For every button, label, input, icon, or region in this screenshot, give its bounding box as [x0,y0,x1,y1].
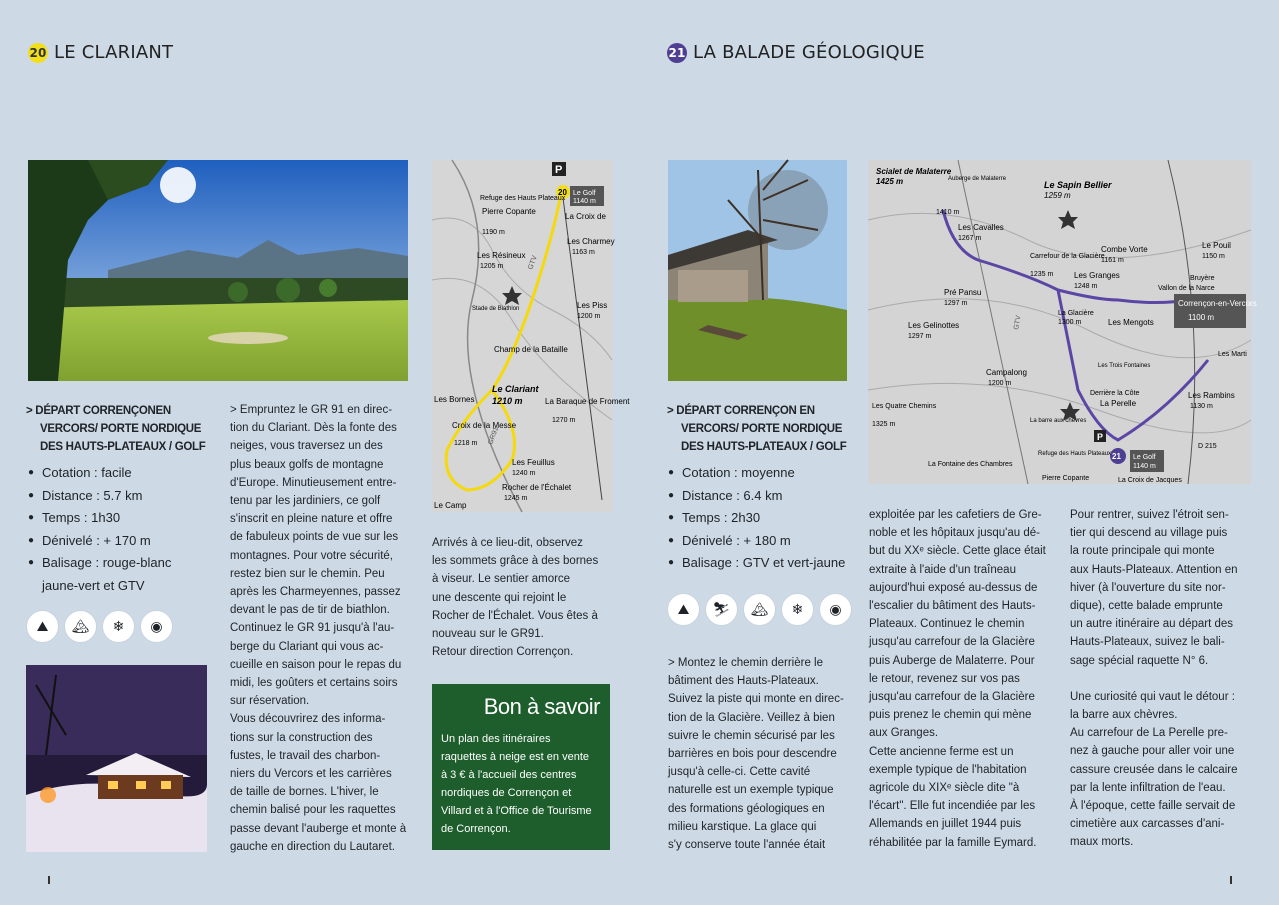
svg-text:1297 m: 1297 m [908,333,932,340]
route-number-badge: 20 [28,43,48,63]
svg-text:Auberge de Malaterre: Auberge de Malaterre [948,176,1007,182]
snow-mountain-icon: 🏔 [743,593,776,626]
farm-photo [668,160,847,381]
svg-text:Combe Vorte: Combe Vorte [1101,245,1148,254]
right-page-mark [1230,876,1232,884]
svg-text:Les Feuillus: Les Feuillus [512,458,555,467]
svg-text:1410 m: 1410 m [936,209,960,216]
svg-text:Le Clariant: Le Clariant [492,384,539,394]
svg-text:1205 m: 1205 m [480,263,504,270]
svg-text:La Croix de: La Croix de [565,212,606,221]
svg-text:1270 m: 1270 m [552,417,576,424]
svg-text:1200 m: 1200 m [988,380,1012,387]
svg-text:1140 m: 1140 m [1133,463,1156,470]
snowshoe-icon: ◉ [140,610,173,643]
snow-mountain-icon: 🏔 [64,610,97,643]
svg-text:1130 m: 1130 m [1190,403,1213,410]
good-to-know-text: Un plan des itinéraires raquettes à neige est en vente à 3 € à l'accueil des centres nordiques de Corrençon et Villard et à l'Office de Tourisme de Corrençon. [441,733,592,835]
svg-text:21: 21 [1112,452,1121,461]
svg-text:1235 m: 1235 m [1030,271,1054,278]
right-stats-list [668,462,848,575]
svg-text:1259 m: 1259 m [1044,191,1071,200]
svg-text:1190 m: 1190 m [482,229,505,236]
nordic-label-icon: ❄ [102,610,135,643]
clariant-route-map [432,160,630,512]
svg-text:Rocher de l'Échalet: Rocher de l'Échalet [502,483,572,492]
right-return-description: Pour rentrer, suivez l'étroit sen- tier qui descend au village puis la route principale qui monte aux Hauts-Plateaux. Attention en hiver (à l'ouverture du site nor- dique), cette balade emprunte un autre itinéraire au départ des Hauts-Plateaux, suivez le bali- sage spécial raquette N° 6. Une curiosité qui vaut le détour : la barre aux chèvres. Au carrefour de La Perelle pre- nez à gauche pour aller voir une cassure creusée dans le calcaire par la lente infiltration de l'eau. À l'époque, cette faille servait de cimetière aux carcasses d'ani- maux morts. [1070,509,1238,849]
svg-text:1163 m: 1163 m [572,249,595,256]
svg-text:1200 m: 1200 m [577,313,601,320]
svg-text:Les Bornes: Les Bornes [434,395,475,404]
svg-text:Les Rambins: Les Rambins [1188,391,1235,400]
right-depart: > DÉPART CORRENÇON EN VERCORS/ PORTE NORDIQUE DES HAUTS-PLATEAUX / GOLF [667,405,847,453]
svg-text:1297 m: 1297 m [944,300,968,307]
svg-text:Le Golf: Le Golf [1133,454,1156,461]
svg-text:1245 m: 1245 m [504,495,528,502]
svg-text:Pierre Copante: Pierre Copante [1042,475,1090,482]
svg-text:Corrençon-en-Vercors: Corrençon-en-Vercors [1178,299,1257,308]
right-activity-icons [667,593,852,626]
svg-text:Refuge des Hauts Plateaux: Refuge des Hauts Plateaux [480,195,566,202]
nordic-label-icon: ❄ [781,593,814,626]
svg-text:La Glacière: La Glacière [1058,310,1094,317]
svg-text:Les Cavalles: Les Cavalles [958,223,1004,232]
svg-text:Carrefour de la Glacière: Carrefour de la Glacière [1030,253,1105,260]
svg-text:P: P [555,164,563,176]
svg-text:La Fontaine des Chambres: La Fontaine des Chambres [928,461,1013,468]
route-number-badge: 21 [667,43,687,63]
svg-text:1425 m: 1425 m [876,177,904,186]
svg-text:Les Granges: Les Granges [1074,271,1120,280]
svg-text:Vallon de la Narce: Vallon de la Narce [1158,285,1215,292]
right-title: LA BALADE GÉOLOGIQUE [693,42,925,63]
winter-inn-photo [26,665,207,852]
svg-text:Pierre Copante: Pierre Copante [482,207,536,216]
svg-text:Le Pouil: Le Pouil [1202,241,1231,250]
stat-temps: ● Temps : 2h30 [668,507,848,530]
left-description: > Empruntez le GR 91 en direc- tion du Clariant. Dès la fonte des neiges, vous traversez un des plus beaux golfs de montagne d'Europe. Minutieusement entre- tenu par les jardiniers, ce golf s'inscrit en pleine nature et offre de fabuleux points de vue sur les montagnes. Pour votre sécurité, restez bien sur le chemin. Peu après les Charmeyennes, passez devant le pas de tir de biathlon. Continuez le GR 91 jusqu'à l'au- berge du Clariant qui vous ac- cueille en saison pour le repas du midi, les goûters et certains soirs sur réservation. Vous découvrirez des informa- tions sur la construction des fustes, le travail des charbon- niers du Vercors et les carrières de taille de bornes. L'hiver, le chemin balisé pour les raquettes passe devant l'auberge et monte à gauche en direction du Lautaret. [230,404,407,853]
good-to-know-title: Bon à savoir [483,694,600,719]
svg-text:Les Trois Fontaines: Les Trois Fontaines [1098,363,1151,369]
svg-text:Campalong: Campalong [986,368,1027,377]
svg-text:Les Résineux: Les Résineux [477,251,526,260]
svg-text:Les Charmey: Les Charmey [567,237,615,246]
svg-text:Pré Pansu: Pré Pansu [944,288,982,297]
svg-text:Derrière la Côte: Derrière la Côte [1090,390,1140,397]
svg-text:Stade de Biathlon: Stade de Biathlon [472,306,520,312]
stat-denivele: ● Dénivelé : + 170 m [28,530,208,553]
mountain-icon: ⛰ [26,610,59,643]
map-label-golf: Le Golf [573,190,596,197]
svg-text:Champ de la Bataille: Champ de la Bataille [494,345,568,354]
svg-text:Croix de la Messe: Croix de la Messe [452,421,517,430]
svg-text:1150 m: 1150 m [1202,253,1225,260]
svg-text:La barre aux chèvres: La barre aux chèvres [1030,418,1087,424]
svg-text:1240 m: 1240 m [512,470,536,477]
svg-text:Scialet de Malaterre: Scialet de Malaterre [876,167,952,176]
svg-text:GTV: GTV [1013,314,1023,331]
svg-text:1218 m: 1218 m [454,440,478,447]
stat-cotation: ● Cotation : moyenne [668,462,848,485]
svg-text:1161 m: 1161 m [1101,257,1124,264]
svg-text:Les Quatre Chemins: Les Quatre Chemins [872,403,937,410]
left-title: LE CLARIANT [54,42,174,63]
stat-temps: ● Temps : 1h30 [28,507,208,530]
left-activity-icons [26,610,173,643]
svg-text:Les Mengots: Les Mengots [1108,318,1154,327]
svg-text:1248 m: 1248 m [1074,283,1098,290]
svg-text:La Croix de Jacques: La Croix de Jacques [1118,477,1182,484]
svg-text:1300 m: 1300 m [1058,319,1082,326]
snowshoe-icon: ◉ [819,593,852,626]
svg-text:1267 m: 1267 m [958,235,982,242]
svg-text:GTV: GTV [527,254,539,271]
stat-cotation: ● Cotation : facile [28,462,208,485]
svg-text:GR91: GR91 [487,426,501,446]
svg-text:Bruyère: Bruyère [1190,275,1215,282]
right-heading [667,42,925,63]
left-page-mark [48,876,50,884]
svg-text:Le Sapin Bellier: Le Sapin Bellier [1044,180,1112,190]
svg-text:Les Piss: Les Piss [577,301,608,310]
left-depart: > DÉPART CORRENÇONEN VERCORS/ PORTE NORDIQUE DES HAUTS-PLATEAUX / GOLF [26,405,206,453]
stat-denivele: ● Dénivelé : + 180 m [668,530,848,553]
left-stats-list [28,462,208,597]
svg-text:1100 m: 1100 m [1188,313,1215,322]
stat-balisage: ● Balisage : rouge-blanc jaune-vert et GTV [28,552,208,597]
stat-distance: ● Distance : 6.4 km [668,485,848,508]
geology-route-map [868,160,1257,484]
left-heading [28,42,173,63]
svg-text:20: 20 [558,188,567,197]
right-description-continued: exploitée par les cafetiers de Gre- noble et les hôpitaux jusqu'au dé- but du XXᵉ siècle. Cette glace était extraite à l'aide d'un traîneau aujourd'hui exposé au-dessus de l'escalier du bâtiment des Hauts- Plateaux. Continuez le chemin jusqu'au carrefour de la Glacière puis Auberge de Malaterre. Pour le retour, revenez sur vos pas jusqu'au carrefour de la Glacière puis prenez le chemin qui mène aux Granges. Cette ancienne ferme est un exemple typique de l'habitation agricole du XIXᵉ siècle dite "à l'écart". Elle fut incendiée par les Allemands en juillet 1944 puis réhabilitée par la famille Eymard. [869,509,1046,849]
svg-text:1140 m: 1140 m [573,198,596,205]
svg-text:La Perelle: La Perelle [1100,399,1137,408]
svg-text:1210 m: 1210 m [492,396,523,406]
good-to-know-box [432,684,610,850]
golf-photo [28,160,408,381]
stat-distance: ● Distance : 5.7 km [28,485,208,508]
right-description: > Montez le chemin derrière le bâtiment des Hauts-Plateaux. Suivez la piste qui monte en direc- tion de la Glacière. Veillez à bien suivre le chemin sécurisé par les barrières en bois pour descendre jusqu'à celle-ci. Cette cavité naturelle est un exemple typique des formations géologiques en milieu karstique. La glace qui s'y conserve toute l'année était [668,657,844,852]
skier-icon: ⛷ [705,593,738,626]
svg-text:Les Marti: Les Marti [1218,351,1247,358]
svg-text:La Baraque de Froment: La Baraque de Froment [545,397,630,406]
svg-text:1325 m: 1325 m [872,421,896,428]
stat-balisage: ● Balisage : GTV et vert-jaune [668,552,848,575]
svg-text:P: P [1097,432,1104,442]
svg-text:Les Gelinottes: Les Gelinottes [908,321,960,330]
mountain-icon: ⛰ [667,593,700,626]
svg-text:Le Camp: Le Camp [434,501,467,510]
svg-text:Refuge des Hauts Plateaux: Refuge des Hauts Plateaux [1038,451,1112,457]
left-description-continued: Arrivés à ce lieu-dit, observez les sommets grâce à des bornes à viseur. Le sentier amorce une descente qui rejoint le Rocher de l'Échalet. Vous êtes à nouveau sur le GR91. Retour direction Corrençon. [432,537,599,659]
svg-text:D 215: D 215 [1198,443,1217,450]
